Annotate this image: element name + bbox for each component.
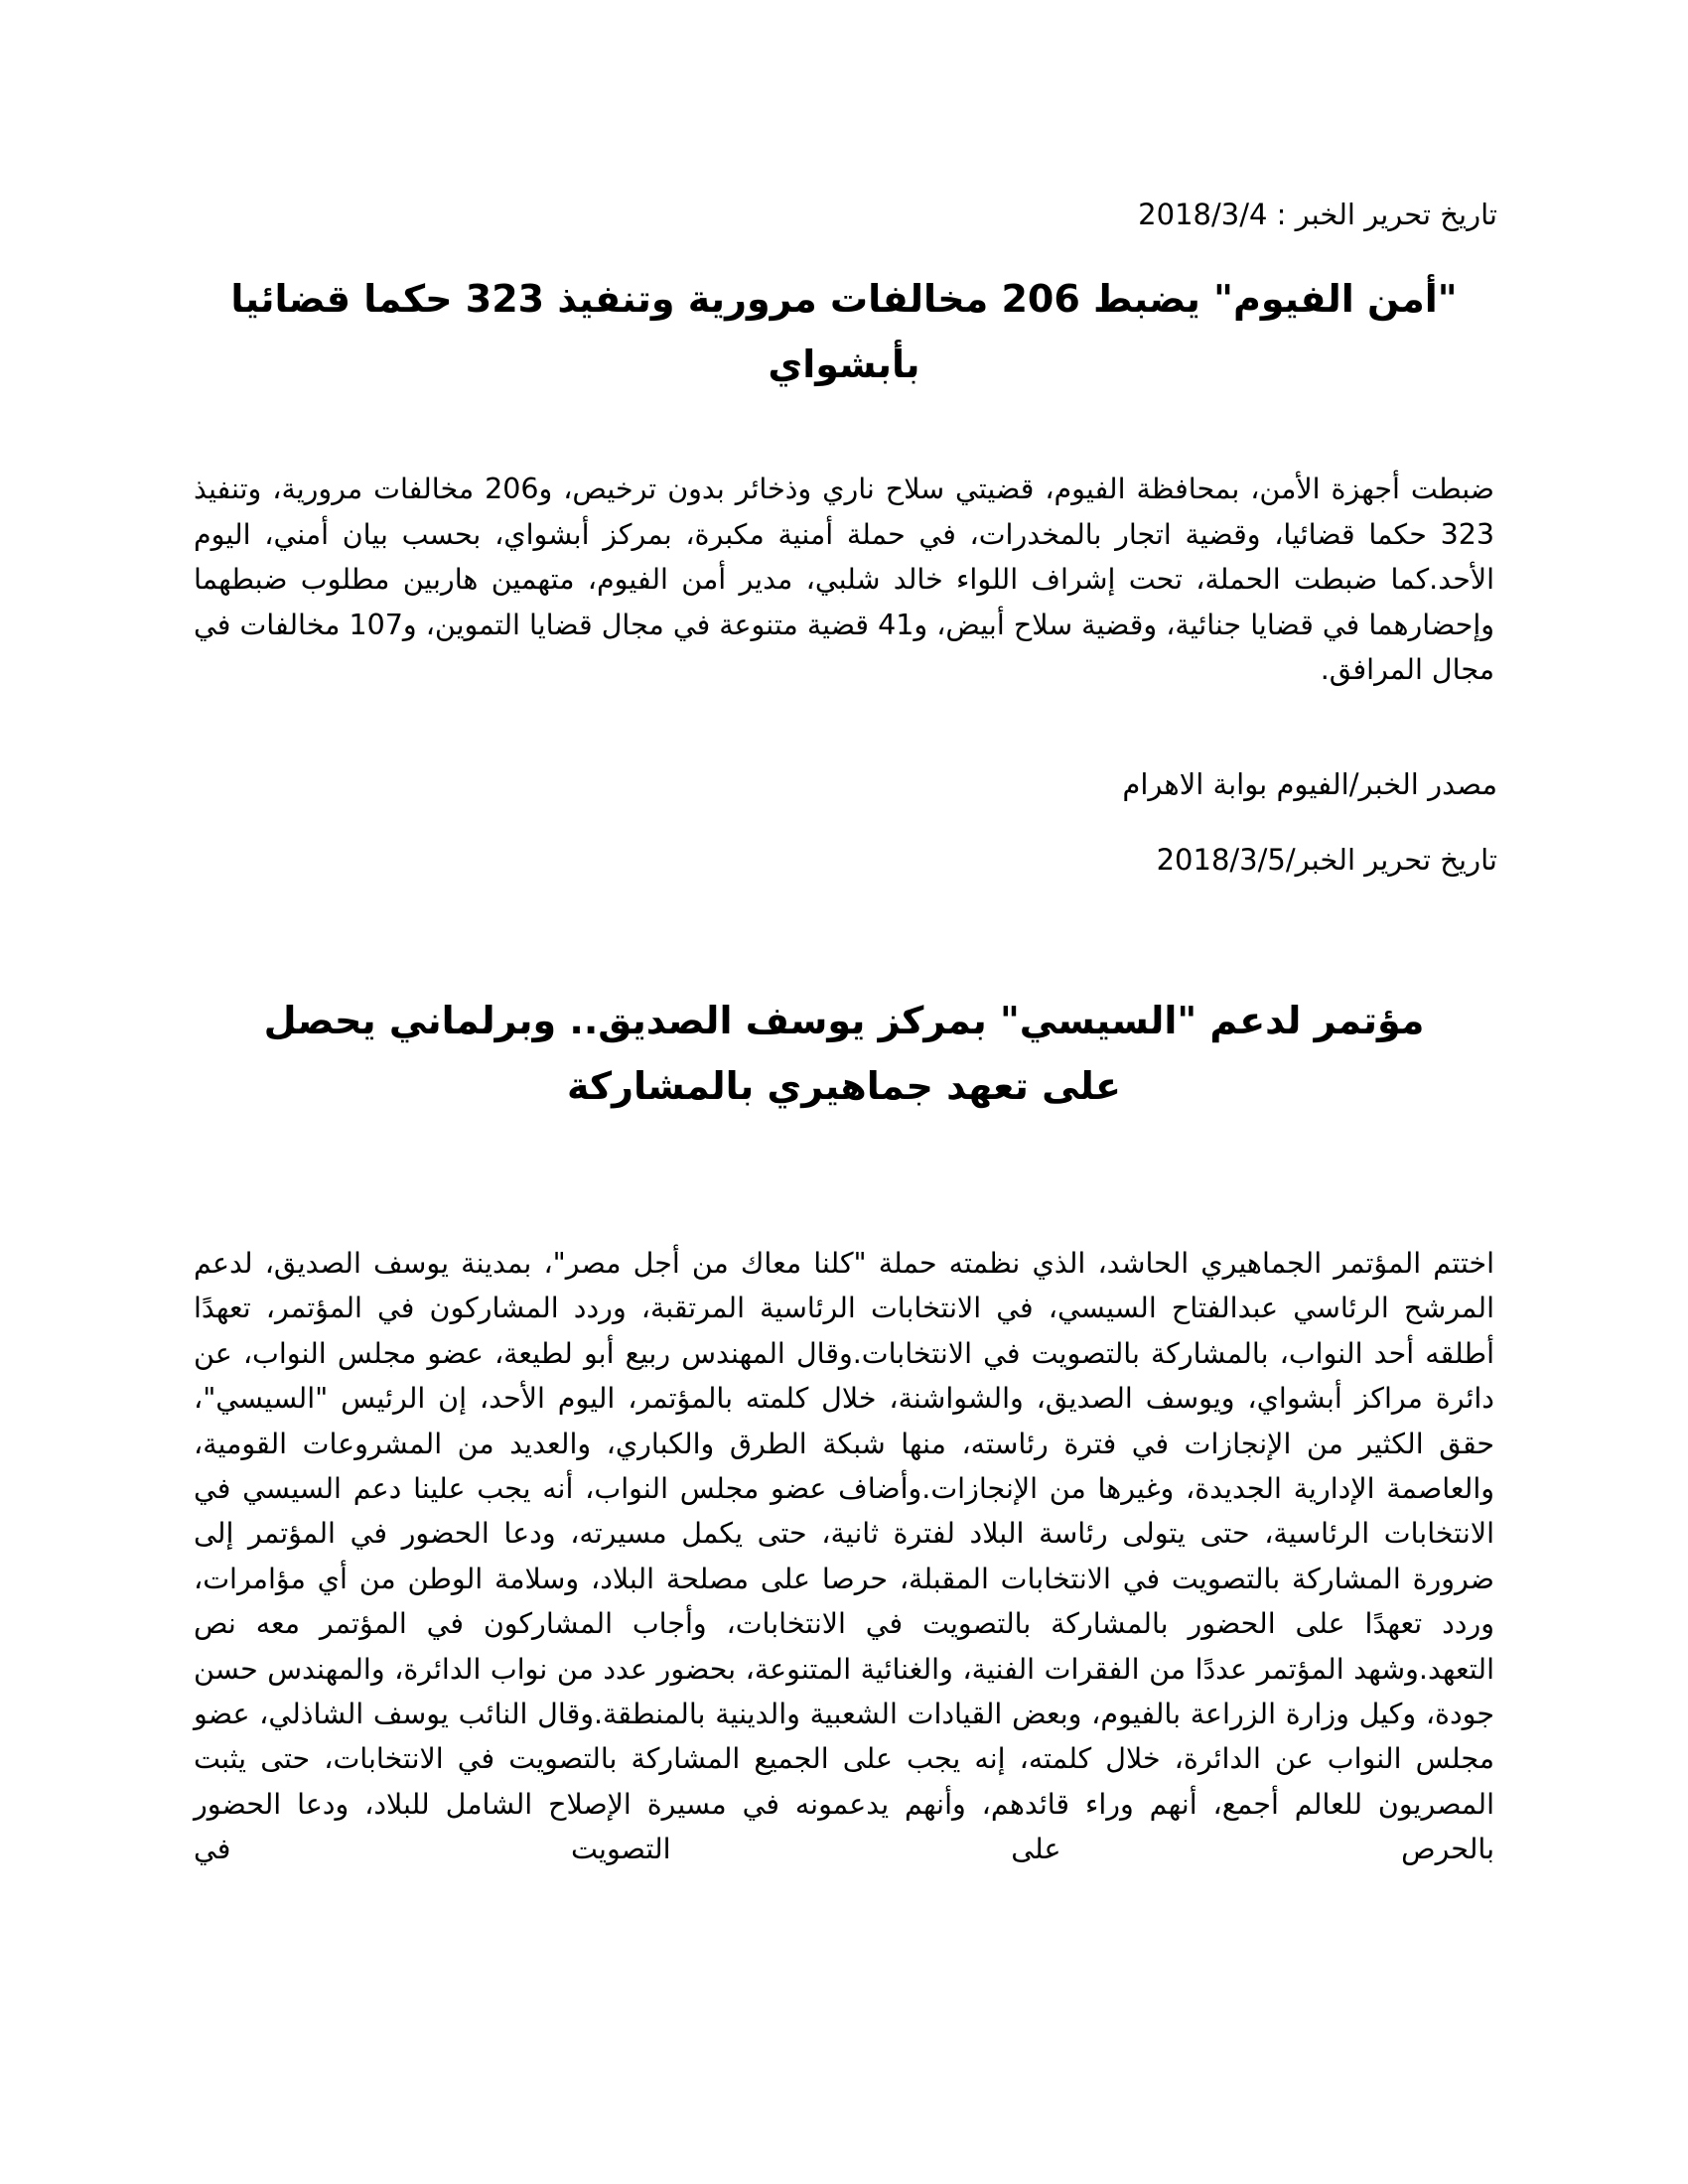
article-1-body: ضبطت أجهزة الأمن، بمحافظة الفيوم، قضيتي سلاح ناري وذخائر بدون ترخيص، و206 مخالفات مرورية، وتنفيذ 323 حكما قضائيا، وقضية اتجار بالمخدرات، في حملة أمنية مكبرة، بمركز أبشواي، بحسب بيان أمني، اليوم الأحد.كما ضبطت الحملة، تحت إشراف اللواء خالد شلبي، مدير أمن الفيوم، متهمين هاربين مطلوب ضبطهما وإحضارهما في قضايا جنائية، وقضية سلاح أبيض، و41 قضية متنوعة في مجال قضايا التموين، و107 مخالفات في مجال المرافق.	[194, 473, 1495, 686]
article-1-headline: "أمن الفيوم" يضبط 206 مخالفات مرورية وتنفيذ 323 حكما قضائيا بأبشواي	[230, 277, 1458, 386]
article-1-date-line: تاريخ تحرير الخبر : 2018/3/4	[1138, 198, 1497, 231]
article-1-source-line: مصدر الخبر/الفيوم بوابة الاهرام	[1122, 767, 1497, 801]
article-2-body: اختتم المؤتمر الجماهيري الحاشد، الذي نظمته حملة "كلنا معاك من أجل مصر"، بمدينة يوسف الصديق، لدعم المرشح الرئاسي عبدالفتاح السيسي، في الانتخابات الرئاسية المرتقبة، وردد المشاركون في المؤتمر، تعهدًا أطلقه أحد النواب، بالمشاركة بالتصويت في الانتخابات.وقال المهندس ربيع أبو لطيعة، عضو مجلس النواب، عن دائرة مراكز أبشواي، ويوسف الصديق، والشواشنة، خلال كلمته بالمؤتمر، اليوم الأحد، إن الرئيس "السيسي"، حقق الكثير من الإنجازات في فترة رئاسته، منها شبكة الطرق والكباري، والعديد من المشروعات القومية، والعاصمة الإدارية الجديدة، وغيرها من الإنجازات.وأضاف عضو مجلس النواب، أنه يجب علينا دعم السيسي في الانتخابات الرئاسية، حتى يتولى رئاسة البلاد لفترة ثانية، حتى يكمل مسيرته، ودعا الحضور في المؤتمر إلى ضرورة المشاركة بالتصويت في الانتخابات المقبلة، حرصا على مصلحة البلاد، وسلامة الوطن من أي مؤامرات، وردد تعهدًا على الحضور بالمشاركة بالتصويت في الانتخابات، وأجاب المشاركون في المؤتمر معه نص التعهد.وشهد المؤتمر عددًا من الفقرات الفنية، والغنائية المتنوعة، بحضور عدد من نواب الدائرة، والمهندس حسن جودة، وكيل وزارة الزراعة بالفيوم، وبعض القيادات الشعبية والدينية بالمنطقة.وقال النائب يوسف الشاذلي، عضو مجلس النواب عن الدائرة، خلال كلمته، إنه يجب على الجميع المشاركة بالتصويت في الانتخابات، حتى يثبت المصريون للعالم أجمع، أنهم وراء قائدهم، وأنهم يدعمونه في مسيرة الإصلاح الشامل للبلاد، ودعا الحضور بالحرص على التصويت في	[194, 1247, 1494, 1866]
article-2-date-line: تاريخ تحرير الخبر/2018/3/5	[1156, 843, 1497, 877]
article-2-headline: مؤتمر لدعم "السيسي" بمركز يوسف الصديق.. وبرلماني يحصل على تعهد جماهيري بالمشاركة	[263, 999, 1425, 1108]
